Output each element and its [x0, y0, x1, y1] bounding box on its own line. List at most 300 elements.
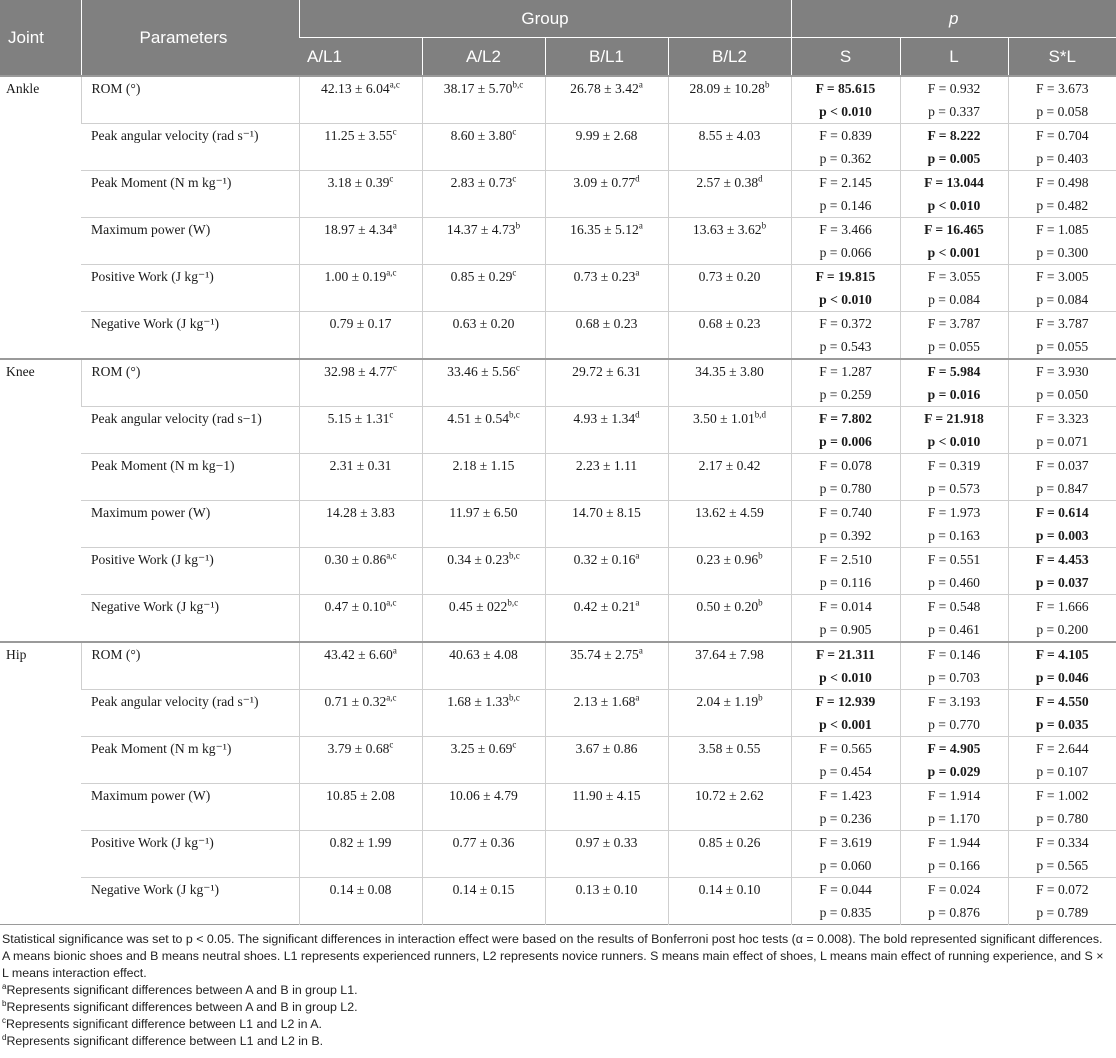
- value-cell: [299, 690, 422, 737]
- value-cell: [545, 737, 668, 784]
- value-cell: [422, 784, 545, 831]
- parameter-cell: Peak angular velocity (rad s⁻¹): [91, 694, 259, 709]
- value-cell: [422, 76, 545, 124]
- value-cell: [668, 642, 791, 690]
- significance-mark: c: [512, 267, 517, 278]
- footnote-text: Represents significant differences between A and B in group L2.: [6, 1000, 358, 1014]
- f-statistic: F = 2.145: [819, 175, 872, 190]
- table-row: [0, 407, 1116, 454]
- f-statistic: F = 0.565: [819, 741, 872, 756]
- significance-mark: b: [515, 220, 521, 231]
- f-statistic: F = 3.619: [819, 835, 872, 850]
- p-value: p = 0.029: [927, 764, 981, 779]
- parameter-cell: Maximum power (W): [91, 505, 211, 520]
- p-value: p = 0.084: [1036, 292, 1089, 307]
- header-effect-l: L: [900, 38, 1008, 77]
- effect-cell: [791, 737, 900, 784]
- value-cell: [668, 501, 791, 548]
- significance-mark: a,c: [386, 597, 397, 608]
- table-row: [0, 171, 1116, 218]
- value-text: 0.85 ± 0.29: [450, 269, 513, 284]
- significance-mark: b: [764, 79, 770, 90]
- value-cell: [668, 878, 791, 925]
- value-text: 0.85 ± 0.26: [698, 835, 761, 850]
- p-value: p = 0.461: [928, 622, 980, 637]
- value-cell: [422, 312, 545, 360]
- f-statistic: F = 4.550: [1035, 694, 1089, 709]
- parameter-cell: Peak Moment (N m kg⁻¹): [91, 175, 232, 190]
- p-value: p = 0.543: [819, 339, 872, 354]
- parameter-cell: Maximum power (W): [91, 788, 211, 803]
- significance-mark: b: [761, 220, 767, 231]
- effect-cell: [791, 218, 900, 265]
- value-cell: [545, 548, 668, 595]
- effect-cell: [900, 878, 1008, 925]
- p-value: p = 0.482: [1036, 198, 1089, 213]
- parameter-cell: ROM (°): [81, 76, 299, 124]
- effect-cell: [1008, 831, 1116, 878]
- f-statistic: F = 2.510: [819, 552, 872, 567]
- value-text: 9.99 ± 2.68: [575, 128, 638, 143]
- value-cell: [299, 878, 422, 925]
- f-statistic: F = 0.932: [927, 81, 981, 96]
- p-value: p = 0.770: [928, 717, 980, 732]
- p-value: p = 0.565: [1036, 858, 1089, 873]
- p-value: p = 0.259: [819, 387, 872, 402]
- value-cell: [668, 548, 791, 595]
- significance-mark: a: [392, 220, 397, 231]
- value-cell: [299, 76, 422, 124]
- value-text: 1.00 ± 0.19: [324, 269, 387, 284]
- f-statistic: F = 1.287: [819, 364, 872, 379]
- value-cell: [422, 407, 545, 454]
- p-value: p = 0.058: [1036, 104, 1089, 119]
- header-parameters: Parameters: [81, 0, 299, 76]
- p-value: p = 0.403: [1036, 151, 1089, 166]
- effect-cell: [1008, 265, 1116, 312]
- value-cell: [422, 501, 545, 548]
- footnotes: [2, 982, 1112, 1050]
- f-statistic: F = 0.037: [1035, 458, 1089, 473]
- p-value: p = 0.780: [1036, 811, 1089, 826]
- joint-cell: Ankle: [6, 81, 40, 96]
- effect-cell: [900, 548, 1008, 595]
- value-text: 33.46 ± 5.56: [447, 364, 516, 379]
- value-text: 0.73 ± 0.20: [698, 269, 761, 284]
- f-statistic: F = 8.222: [927, 128, 981, 143]
- f-statistic: F = 0.704: [1035, 128, 1089, 143]
- p-value: p = 0.780: [819, 481, 872, 496]
- significance-mark: c: [512, 173, 517, 184]
- parameter-cell: Negative Work (J kg⁻¹): [91, 599, 220, 614]
- value-text: 18.97 ± 4.34: [324, 222, 393, 237]
- effect-cell: [1008, 642, 1116, 690]
- footnote-text: Represents significant difference between L1 and L2 in A.: [6, 1017, 322, 1031]
- significance-mark: a: [638, 220, 643, 231]
- value-cell: [299, 454, 422, 501]
- p-value: p = 0.789: [1036, 905, 1089, 920]
- significance-mark: c: [392, 362, 397, 373]
- significance-mark: a: [635, 550, 640, 561]
- effect-cell: [1008, 595, 1116, 643]
- significance-mark: b,d: [754, 409, 767, 420]
- effect-cell: [900, 407, 1008, 454]
- p-value: p = 0.392: [819, 528, 872, 543]
- value-cell: [299, 171, 422, 218]
- value-cell: [299, 312, 422, 360]
- value-cell: [668, 359, 791, 407]
- value-cell: [545, 265, 668, 312]
- significance-mark: c: [512, 739, 517, 750]
- p-value: p = 0.163: [928, 528, 980, 543]
- header-effect-s: S: [791, 38, 900, 77]
- value-text: 14.28 ± 3.83: [326, 505, 395, 520]
- effect-cell: [1008, 501, 1116, 548]
- value-text: 4.93 ± 1.34: [573, 411, 636, 426]
- joint-cell: Knee: [6, 364, 35, 379]
- p-value: p = 0.037: [1035, 575, 1089, 590]
- value-cell: [545, 124, 668, 171]
- effect-cell: [900, 784, 1008, 831]
- header-group: Group: [299, 0, 791, 38]
- f-statistic: F = 7.802: [819, 411, 872, 426]
- significance-mark: b,c: [509, 692, 520, 703]
- value-text: 0.47 ± 0.10: [324, 599, 387, 614]
- p-value: p = 0.006: [819, 434, 872, 449]
- table-row: [0, 454, 1116, 501]
- value-cell: [668, 265, 791, 312]
- table-row: [0, 312, 1116, 360]
- table-row: [0, 690, 1116, 737]
- significance-mark: a: [635, 267, 640, 278]
- table-row: [0, 595, 1116, 643]
- p-value: p = 0.071: [1036, 434, 1089, 449]
- p-value: p < 0.010: [927, 434, 981, 449]
- table-row: [0, 501, 1116, 548]
- f-statistic: F = 1.973: [927, 505, 981, 520]
- value-cell: [668, 171, 791, 218]
- footnote: [2, 999, 1112, 1016]
- value-cell: [668, 595, 791, 643]
- f-statistic: F = 1.085: [1035, 222, 1089, 237]
- f-statistic: F = 13.044: [924, 175, 984, 190]
- value-cell: [422, 171, 545, 218]
- value-text: 3.50 ± 1.01: [692, 411, 755, 426]
- footnote-mark: a: [2, 981, 7, 991]
- p-value: p < 0.010: [819, 292, 872, 307]
- significance-mark: d: [758, 173, 763, 184]
- value-text: 2.23 ± 1.11: [575, 458, 638, 473]
- p-value: p = 0.146: [819, 198, 872, 213]
- f-statistic: F = 1.944: [927, 835, 981, 850]
- value-cell: [299, 265, 422, 312]
- footnote: [2, 982, 1112, 999]
- parameter-cell: Positive Work (J kg⁻¹): [91, 835, 214, 850]
- f-statistic: F = 0.614: [1035, 505, 1089, 520]
- f-statistic: F = 0.078: [819, 458, 872, 473]
- f-statistic: F = 5.984: [927, 364, 981, 379]
- value-cell: [545, 76, 668, 124]
- p-value: p = 0.876: [928, 905, 980, 920]
- value-text: 37.64 ± 7.98: [695, 647, 764, 662]
- significance-mark: b: [758, 692, 763, 703]
- footnote-text: Represents significant difference between L1 and L2 in B.: [6, 1034, 324, 1048]
- p-value: p = 0.055: [928, 339, 980, 354]
- f-statistic: F = 3.193: [927, 694, 981, 709]
- table-row: [0, 737, 1116, 784]
- value-cell: [545, 218, 668, 265]
- p-value: p = 0.060: [819, 858, 872, 873]
- value-cell: [545, 595, 668, 643]
- value-cell: [668, 312, 791, 360]
- f-statistic: F = 85.615: [815, 81, 876, 96]
- f-statistic: F = 0.319: [927, 458, 981, 473]
- value-cell: [545, 407, 668, 454]
- value-text: 14.70 ± 8.15: [572, 505, 641, 520]
- value-text: 34.35 ± 3.80: [695, 364, 764, 379]
- value-cell: [422, 124, 545, 171]
- parameter-cell: Peak Moment (N m kg⁻¹): [91, 741, 232, 756]
- value-cell: [545, 784, 668, 831]
- effect-cell: [791, 595, 900, 643]
- effect-cell: [900, 831, 1008, 878]
- significance-mark: a,c: [386, 267, 397, 278]
- value-cell: [545, 878, 668, 925]
- value-text: 0.63 ± 0.20: [452, 316, 515, 331]
- parameter-cell: Positive Work (J kg⁻¹): [91, 269, 214, 284]
- value-text: 11.90 ± 4.15: [572, 788, 641, 803]
- value-cell: [299, 359, 422, 407]
- f-statistic: F = 3.005: [1035, 269, 1089, 284]
- joint-cell: Hip: [6, 647, 27, 662]
- effect-cell: [791, 454, 900, 501]
- p-value: p = 1.170: [928, 811, 980, 826]
- value-cell: [422, 218, 545, 265]
- value-cell: [668, 831, 791, 878]
- p-value: p < 0.001: [819, 717, 872, 732]
- value-cell: [545, 312, 668, 360]
- p-value: p = 0.905: [819, 622, 872, 637]
- table-row: [0, 359, 1116, 407]
- value-cell: [668, 784, 791, 831]
- effect-cell: [900, 312, 1008, 360]
- value-text: 2.04 ± 1.19: [696, 694, 759, 709]
- f-statistic: F = 3.466: [819, 222, 872, 237]
- value-text: 3.79 ± 0.68: [327, 741, 390, 756]
- f-statistic: F = 0.334: [1035, 835, 1089, 850]
- value-text: 0.13 ± 0.10: [575, 882, 638, 897]
- header-p: p: [791, 0, 1116, 38]
- parameter-cell: Peak angular velocity (rad s−1): [91, 411, 262, 426]
- value-cell: [545, 690, 668, 737]
- value-cell: [422, 737, 545, 784]
- value-text: 42.13 ± 6.04: [321, 81, 390, 96]
- f-statistic: F = 0.839: [819, 128, 872, 143]
- header-group-a-l1: A/L1: [299, 38, 422, 77]
- effect-cell: [900, 454, 1008, 501]
- value-text: 0.45 ± 022: [448, 599, 508, 614]
- f-statistic: F = 0.372: [819, 316, 872, 331]
- f-statistic: F = 21.918: [924, 411, 984, 426]
- significance-mark: c: [392, 126, 397, 137]
- value-text: 0.30 ± 0.86: [324, 552, 387, 567]
- significance-mark: a: [392, 645, 397, 656]
- value-cell: [668, 76, 791, 124]
- table-row: [0, 265, 1116, 312]
- f-statistic: F = 3.787: [927, 316, 981, 331]
- value-text: 0.34 ± 0.23: [447, 552, 510, 567]
- header-joint: Joint: [0, 0, 81, 76]
- table-notes: [0, 925, 1116, 1050]
- f-statistic: F = 0.014: [819, 599, 872, 614]
- f-statistic: F = 4.905: [927, 741, 981, 756]
- value-text: 4.51 ± 0.54: [447, 411, 510, 426]
- header-group-b-l1: B/L1: [545, 38, 668, 77]
- value-text: 11.97 ± 6.50: [449, 505, 518, 520]
- parameter-cell: ROM (°): [81, 642, 299, 690]
- table-row: [0, 76, 1116, 124]
- f-statistic: F = 4.453: [1035, 552, 1089, 567]
- value-text: 0.32 ± 0.16: [573, 552, 636, 567]
- effect-cell: [900, 642, 1008, 690]
- value-text: 0.82 ± 1.99: [329, 835, 392, 850]
- effect-cell: [1008, 548, 1116, 595]
- value-cell: [422, 690, 545, 737]
- p-value: p = 0.107: [1036, 764, 1089, 779]
- effect-cell: [791, 265, 900, 312]
- effect-cell: [791, 501, 900, 548]
- f-statistic: F = 1.423: [819, 788, 872, 803]
- effect-cell: [900, 171, 1008, 218]
- value-cell: [422, 831, 545, 878]
- p-value: p = 0.847: [1036, 481, 1089, 496]
- f-statistic: F = 19.815: [815, 269, 876, 284]
- f-statistic: F = 0.551: [927, 552, 981, 567]
- p-value: p = 0.035: [1035, 717, 1089, 732]
- value-text: 0.79 ± 0.17: [329, 316, 392, 331]
- value-text: 3.58 ± 0.55: [698, 741, 761, 756]
- effect-cell: [1008, 784, 1116, 831]
- significance-mark: a: [638, 79, 643, 90]
- value-text: 5.15 ± 1.31: [327, 411, 390, 426]
- table-row: [0, 878, 1116, 925]
- effect-cell: [791, 76, 900, 124]
- value-text: 0.71 ± 0.32: [324, 694, 387, 709]
- footnote: [2, 1016, 1112, 1033]
- significance-mark: b,c: [509, 409, 520, 420]
- p-value: p = 0.055: [1036, 339, 1089, 354]
- table-row: [0, 784, 1116, 831]
- effect-cell: [1008, 312, 1116, 360]
- significance-mark: b,c: [512, 79, 524, 90]
- f-statistic: F = 12.939: [815, 694, 876, 709]
- value-text: 2.13 ± 1.68: [573, 694, 636, 709]
- value-text: 0.68 ± 0.23: [698, 316, 761, 331]
- effect-cell: [791, 548, 900, 595]
- value-cell: [668, 690, 791, 737]
- value-text: 2.57 ± 0.38: [696, 175, 759, 190]
- f-statistic: F = 0.072: [1035, 882, 1089, 897]
- f-statistic: F = 0.498: [1035, 175, 1089, 190]
- footnote-mark: b: [2, 998, 7, 1008]
- value-cell: [668, 454, 791, 501]
- value-cell: [545, 642, 668, 690]
- p-value: p = 0.003: [1035, 528, 1089, 543]
- significance-mark: b,c: [507, 597, 519, 608]
- value-text: 8.60 ± 3.80: [450, 128, 513, 143]
- header-group-b-l2: B/L2: [668, 38, 791, 77]
- effect-cell: [1008, 878, 1116, 925]
- value-cell: [299, 548, 422, 595]
- effect-cell: [791, 124, 900, 171]
- significance-mark: b: [758, 550, 763, 561]
- value-text: 43.42 ± 6.60: [324, 647, 393, 662]
- significance-mark: d: [635, 409, 640, 420]
- significance-mark: a: [635, 597, 640, 608]
- value-cell: [422, 878, 545, 925]
- value-text: 32.98 ± 4.77: [324, 364, 393, 379]
- parameter-cell: Negative Work (J kg⁻¹): [91, 882, 220, 897]
- f-statistic: F = 16.465: [924, 222, 984, 237]
- parameter-cell: Positive Work (J kg⁻¹): [91, 552, 214, 567]
- value-cell: [668, 124, 791, 171]
- p-value: p = 0.050: [1036, 387, 1089, 402]
- effect-cell: [791, 359, 900, 407]
- value-cell: [422, 359, 545, 407]
- p-value: p = 0.166: [928, 858, 980, 873]
- f-statistic: F = 3.323: [1035, 411, 1089, 426]
- effect-cell: [791, 642, 900, 690]
- value-text: 13.62 ± 4.59: [695, 505, 764, 520]
- value-text: 29.72 ± 6.31: [572, 364, 641, 379]
- significance-mark: a: [635, 692, 640, 703]
- footnote-text: Represents significant differences between A and B in group L1.: [6, 983, 358, 997]
- significance-mark: c: [512, 126, 517, 137]
- value-text: 1.68 ± 1.33: [447, 694, 510, 709]
- effect-cell: [900, 359, 1008, 407]
- p-value: p = 0.337: [928, 104, 980, 119]
- p-value: p = 0.016: [927, 387, 981, 402]
- f-statistic: F = 3.673: [1035, 81, 1089, 96]
- table-row: [0, 642, 1116, 690]
- significance-mark: a: [638, 645, 643, 656]
- effect-cell: [900, 501, 1008, 548]
- effect-cell: [900, 595, 1008, 643]
- table-row: [0, 831, 1116, 878]
- value-text: 0.73 ± 0.23: [573, 269, 636, 284]
- value-text: 8.55 ± 4.03: [698, 128, 761, 143]
- significance-mark: a,c: [386, 550, 397, 561]
- value-text: 0.14 ± 0.10: [698, 882, 761, 897]
- effect-cell: [791, 171, 900, 218]
- p-value: p = 0.066: [819, 245, 872, 260]
- p-value: p = 0.116: [819, 575, 872, 590]
- value-cell: [422, 548, 545, 595]
- p-value: p < 0.010: [819, 670, 872, 685]
- value-text: 0.97 ± 0.33: [575, 835, 638, 850]
- effect-cell: [1008, 218, 1116, 265]
- effect-cell: [1008, 359, 1116, 407]
- effect-cell: [900, 76, 1008, 124]
- value-text: 16.35 ± 5.12: [570, 222, 639, 237]
- effect-cell: [791, 784, 900, 831]
- effect-cell: [1008, 690, 1116, 737]
- value-text: 0.14 ± 0.08: [329, 882, 392, 897]
- significance-mark: c: [389, 409, 394, 420]
- value-text: 0.14 ± 0.15: [452, 882, 515, 897]
- value-text: 0.42 ± 0.21: [573, 599, 636, 614]
- value-cell: [545, 171, 668, 218]
